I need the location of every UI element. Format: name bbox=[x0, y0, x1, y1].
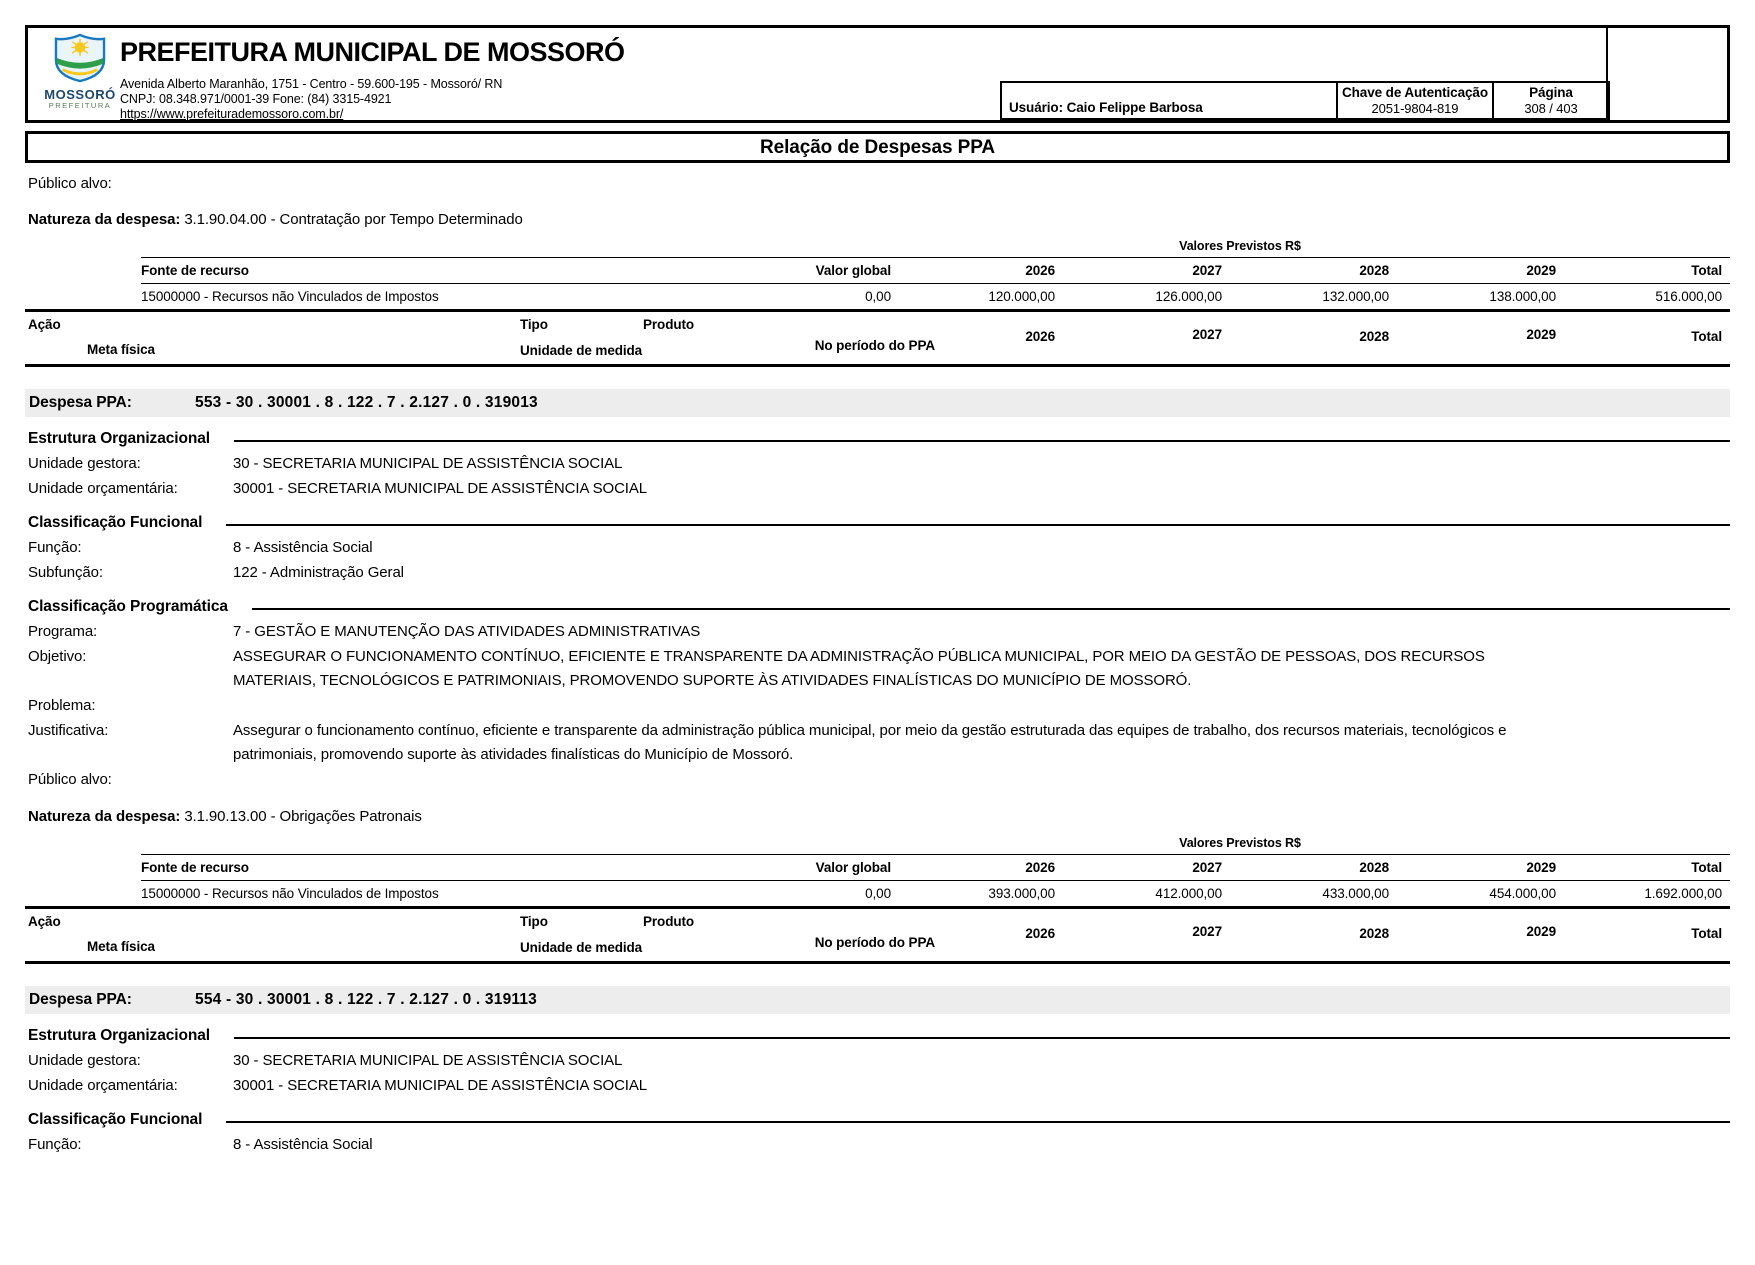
natureza-despesa-row bbox=[25, 209, 1730, 231]
classificacao-funcional-title: Classificação Funcional bbox=[28, 1111, 203, 1128]
col-acao-2029: 2029 bbox=[1526, 924, 1556, 939]
page-number: 308 / 403 bbox=[1524, 101, 1578, 116]
org-title: PREFEITURA MUNICIPAL DE MOSSORÓ bbox=[120, 37, 625, 67]
user-cell bbox=[1000, 81, 1338, 120]
despesa-ppa-code: 554 - 30 . 30001 . 8 . 122 . 7 . 2.127 . 0 . 319113 bbox=[195, 991, 537, 1008]
org-address: Avenida Alberto Maranhão, 1751 - Centro - 59.600-195 - Mossoró/ RN bbox=[120, 77, 503, 91]
col-unidade-medida: Unidade de medida bbox=[520, 343, 643, 358]
publico-alvo-value bbox=[233, 768, 1525, 792]
natureza-value: 3.1.90.13.00 - Obrigações Patronais bbox=[184, 808, 422, 825]
funcao-label: Função: bbox=[28, 1136, 82, 1153]
natureza-label: Natureza da despesa: bbox=[28, 808, 181, 825]
heading-rule bbox=[252, 608, 1730, 610]
valor-total: 516.000,00 bbox=[1655, 289, 1722, 304]
unidade-gestora-label: Unidade gestora: bbox=[28, 455, 141, 472]
despesa-ppa-stripe bbox=[25, 389, 1730, 417]
table-rule-thick bbox=[25, 364, 1730, 367]
unidade-orcamentaria-value: 30001 - SECRETARIA MUNICIPAL DE ASSISTÊNCIA SOCIAL bbox=[233, 480, 648, 497]
col-fonte: Fonte de recurso bbox=[141, 263, 249, 278]
despesa-ppa-label: Despesa PPA: bbox=[29, 991, 132, 1008]
natureza-label: Natureza da despesa: bbox=[28, 211, 181, 228]
auth-key-value: 2051-9804-819 bbox=[1371, 101, 1459, 116]
col-acao: Ação bbox=[28, 317, 61, 332]
col-2027: 2027 bbox=[1192, 860, 1222, 875]
mossoro-crest-icon bbox=[51, 33, 109, 83]
estrutura-organizacional-title: Estrutura Organizacional bbox=[28, 1027, 210, 1044]
heading-rule bbox=[226, 1121, 1730, 1123]
classificacao-programatica-title: Classificação Programática bbox=[28, 598, 228, 615]
classificacao-funcional-heading bbox=[25, 511, 1730, 535]
col-tipo: Tipo bbox=[520, 317, 548, 332]
fonte-table-row bbox=[25, 881, 1730, 906]
col-valor-global: Valor global bbox=[815, 860, 891, 875]
fonte-table-header bbox=[25, 855, 1730, 880]
valor-2026: 120.000,00 bbox=[988, 289, 1055, 304]
valores-previstos-label: Valores Previstos R$ bbox=[1179, 239, 1301, 253]
table-rule-thick bbox=[25, 961, 1730, 964]
col-acao-2028: 2028 bbox=[1359, 329, 1389, 344]
acao-header-block bbox=[25, 312, 1730, 364]
despesa-ppa-stripe bbox=[25, 986, 1730, 1014]
col-acao-2027: 2027 bbox=[1192, 924, 1222, 939]
header-empty-box bbox=[1606, 28, 1727, 120]
col-unidade-medida: Unidade de medida bbox=[520, 940, 643, 955]
valor-total: 1.692.000,00 bbox=[1644, 886, 1722, 901]
valor-global-value: 0,00 bbox=[865, 289, 891, 304]
estrutura-organizacional-title: Estrutura Organizacional bbox=[28, 430, 210, 447]
classificacao-funcional-heading bbox=[25, 1108, 1730, 1132]
estrutura-organizacional-heading bbox=[25, 427, 1730, 451]
page-label: Página bbox=[1529, 85, 1573, 100]
col-acao-total: Total bbox=[1691, 329, 1722, 344]
justificativa-label: Justificativa: bbox=[28, 722, 109, 739]
valor-2027: 126.000,00 bbox=[1155, 289, 1222, 304]
unidade-gestora-value: 30 - SECRETARIA MUNICIPAL DE ASSISTÊNCIA SOCIAL bbox=[233, 455, 623, 472]
col-produto: Produto bbox=[643, 317, 695, 332]
report-title: Relação de Despesas PPA bbox=[760, 137, 995, 158]
valor-2028: 433.000,00 bbox=[1322, 886, 1389, 901]
website-link[interactable]: https://www.prefeiturademossoro.com.br/ bbox=[120, 107, 344, 121]
report-title-bar bbox=[25, 131, 1730, 163]
objetivo-row bbox=[25, 645, 1730, 693]
fonte-table bbox=[25, 833, 1730, 964]
col-2028: 2028 bbox=[1359, 263, 1389, 278]
org-cnpj-phone: CNPJ: 08.348.971/0001-39 Fone: (84) 3315-4921 bbox=[120, 92, 392, 106]
unidade-gestora-value: 30 - SECRETARIA MUNICIPAL DE ASSISTÊNCIA SOCIAL bbox=[233, 1052, 623, 1069]
col-tipo: Tipo bbox=[520, 914, 548, 929]
col-fonte: Fonte de recurso bbox=[141, 860, 249, 875]
col-acao-total: Total bbox=[1691, 926, 1722, 941]
col-acao: Ação bbox=[28, 914, 61, 929]
publico-alvo-row: Público alvo: bbox=[28, 175, 112, 192]
col-2029: 2029 bbox=[1526, 263, 1556, 278]
col-2028: 2028 bbox=[1359, 860, 1389, 875]
problema-row bbox=[25, 694, 1730, 718]
col-produto: Produto bbox=[643, 914, 695, 929]
heading-rule bbox=[234, 1037, 1730, 1039]
problema-label: Problema: bbox=[28, 697, 96, 714]
col-meta-fisica: Meta física bbox=[87, 342, 155, 357]
problema-value bbox=[233, 694, 1525, 718]
city-logo bbox=[36, 33, 124, 110]
valor-2026: 393.000,00 bbox=[988, 886, 1055, 901]
heading-rule bbox=[226, 524, 1730, 526]
subfuncao-value: 122 - Administração Geral bbox=[233, 564, 404, 581]
funcao-value: 8 - Assistência Social bbox=[233, 539, 373, 556]
col-acao-2026: 2026 bbox=[1025, 926, 1055, 941]
subfuncao-label: Subfunção: bbox=[28, 564, 103, 581]
funcao-label: Função: bbox=[28, 539, 82, 556]
funcao-value: 8 - Assistência Social bbox=[233, 1136, 373, 1153]
page-cell bbox=[1492, 81, 1610, 120]
subfuncao-row bbox=[25, 561, 1730, 585]
col-total: Total bbox=[1691, 263, 1722, 278]
valores-previstos-label: Valores Previstos R$ bbox=[1179, 836, 1301, 850]
objetivo-value: ASSEGURAR O FUNCIONAMENTO CONTÍNUO, EFICIENTE E TRANSPARENTE DA ADMINISTRAÇÃO PÚBLICA MUNICIPAL, POR MEIO DA GESTÃO DE PESSOAS, DOS RECURSOS MATERIAIS, TECNOLÓGICOS E PATRIMONIAIS, PROMOVENDO SUPORTE ÀS ATIVIDADES FINALÍSTICAS DO MUNICÍPIO DE MOSSORÓ. bbox=[233, 648, 1485, 689]
funcao-row bbox=[25, 536, 1730, 560]
classificacao-programatica-heading bbox=[25, 595, 1730, 619]
programa-value: 7 - GESTÃO E MANUTENÇÃO DAS ATIVIDADES ADMINISTRATIVAS bbox=[233, 623, 701, 640]
fonte-table-row bbox=[25, 284, 1730, 309]
classificacao-funcional-title: Classificação Funcional bbox=[28, 514, 203, 531]
col-valor-global: Valor global bbox=[815, 263, 891, 278]
unidade-orcamentaria-label: Unidade orçamentária: bbox=[28, 1077, 178, 1094]
valor-2027: 412.000,00 bbox=[1155, 886, 1222, 901]
programa-label: Programa: bbox=[28, 623, 98, 640]
col-2027: 2027 bbox=[1192, 263, 1222, 278]
despesa-ppa-code: 553 - 30 . 30001 . 8 . 122 . 7 . 2.127 . 0 . 319013 bbox=[195, 394, 538, 411]
user-name: Usuário: Caio Felippe Barbosa bbox=[1009, 100, 1203, 115]
publico-alvo-label: Público alvo: bbox=[28, 771, 112, 788]
justificativa-row bbox=[25, 719, 1730, 767]
fonte-value: 15000000 - Recursos não Vinculados de Impostos bbox=[141, 289, 439, 304]
natureza-value: 3.1.90.04.00 - Contratação por Tempo Determinado bbox=[184, 211, 523, 228]
valor-2029: 454.000,00 bbox=[1489, 886, 1556, 901]
justificativa-value: Assegurar o funcionamento contínuo, eficiente e transparente da administração pública municipal, por meio da gestão estruturada das equipes de trabalho, dos recursos materiais, tecnológicos e patrimoniais, promovendo suporte às atividades finalísticas do Município de Mossoró. bbox=[233, 722, 1507, 763]
fonte-table-header bbox=[25, 258, 1730, 283]
col-acao-2029: 2029 bbox=[1526, 327, 1556, 342]
unidade-orcamentaria-row bbox=[25, 1074, 1730, 1098]
logo-brand-text: MOSSORÓ bbox=[44, 87, 116, 102]
auth-key-cell bbox=[1336, 81, 1494, 120]
col-no-periodo-ppa: No período do PPA bbox=[814, 338, 935, 353]
report-page bbox=[25, 25, 1730, 1157]
unidade-gestora-label: Unidade gestora: bbox=[28, 1052, 141, 1069]
heading-rule bbox=[234, 440, 1730, 442]
report-header bbox=[25, 25, 1730, 123]
col-acao-2027: 2027 bbox=[1192, 327, 1222, 342]
col-no-periodo-ppa: No período do PPA bbox=[814, 935, 935, 950]
natureza-despesa-row bbox=[25, 806, 1730, 828]
acao-header-block bbox=[25, 909, 1730, 961]
fonte-value: 15000000 - Recursos não Vinculados de Impostos bbox=[141, 886, 439, 901]
funcao-row bbox=[25, 1133, 1730, 1157]
objetivo-label: Objetivo: bbox=[28, 648, 87, 665]
valor-global-value: 0,00 bbox=[865, 886, 891, 901]
col-2026: 2026 bbox=[1025, 263, 1055, 278]
unidade-gestora-row bbox=[25, 1049, 1730, 1073]
valor-2028: 132.000,00 bbox=[1322, 289, 1389, 304]
unidade-gestora-row bbox=[25, 452, 1730, 476]
unidade-orcamentaria-label: Unidade orçamentária: bbox=[28, 480, 178, 497]
despesa-ppa-label: Despesa PPA: bbox=[29, 394, 132, 411]
publico-alvo-row bbox=[25, 768, 1730, 792]
col-meta-fisica: Meta física bbox=[87, 939, 155, 954]
header-identification bbox=[120, 36, 625, 122]
valor-2029: 138.000,00 bbox=[1489, 289, 1556, 304]
logo-sub-text: PREFEITURA bbox=[48, 101, 112, 110]
unidade-orcamentaria-value: 30001 - SECRETARIA MUNICIPAL DE ASSISTÊNCIA SOCIAL bbox=[233, 1077, 648, 1094]
col-2029: 2029 bbox=[1526, 860, 1556, 875]
col-acao-2026: 2026 bbox=[1025, 329, 1055, 344]
unidade-orcamentaria-row bbox=[25, 477, 1730, 501]
programa-row bbox=[25, 620, 1730, 644]
estrutura-organizacional-heading bbox=[25, 1024, 1730, 1048]
auth-key-label: Chave de Autenticação bbox=[1342, 85, 1488, 100]
col-total: Total bbox=[1691, 860, 1722, 875]
col-acao-2028: 2028 bbox=[1359, 926, 1389, 941]
col-2026: 2026 bbox=[1025, 860, 1055, 875]
fonte-table bbox=[25, 236, 1730, 367]
